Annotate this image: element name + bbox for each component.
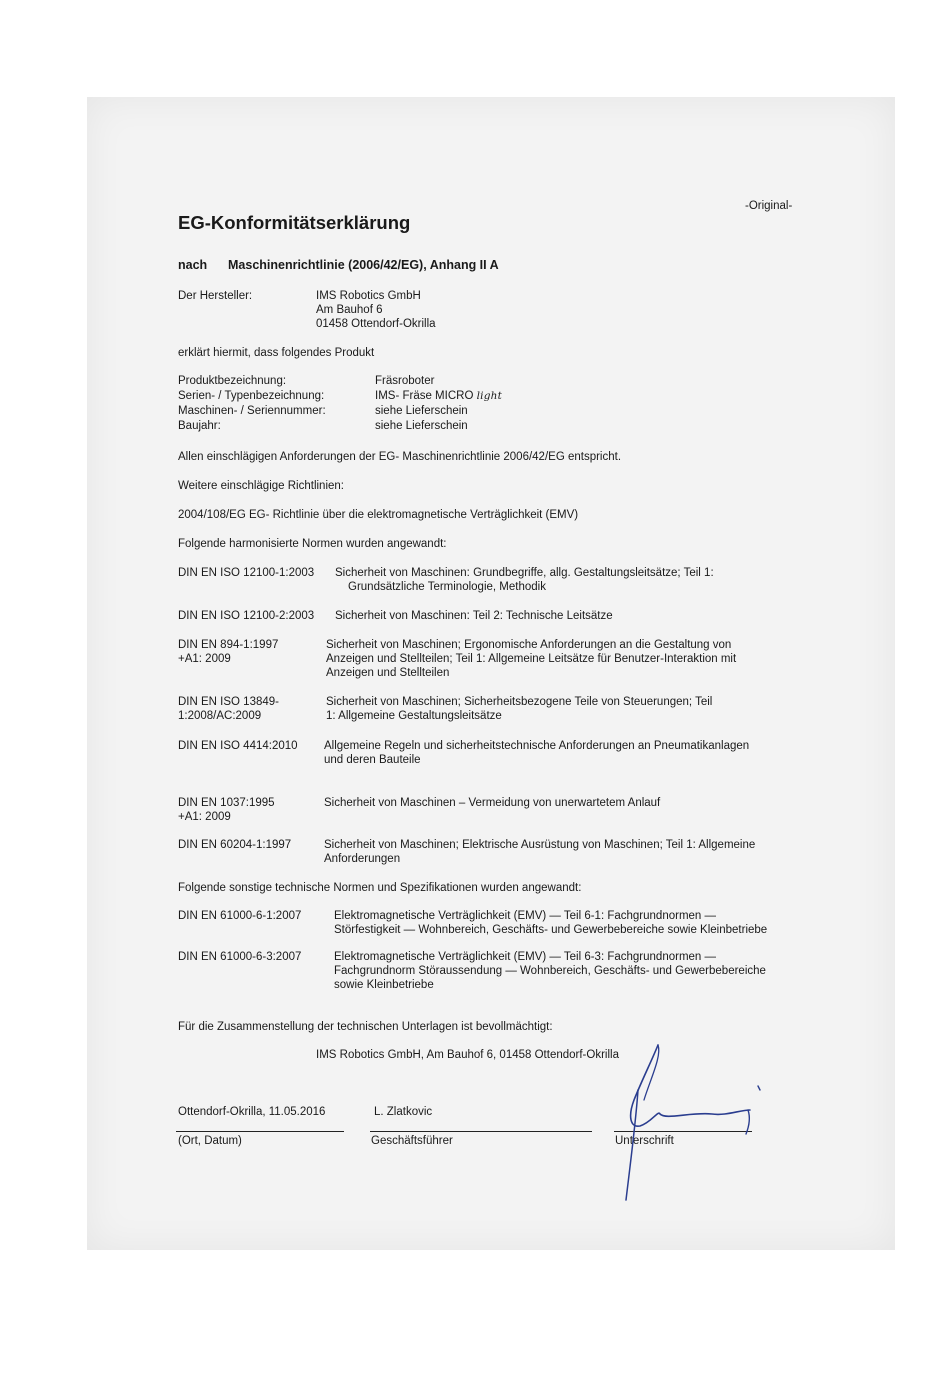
norm-code: DIN EN 61000-6-3:2007 [178, 951, 302, 963]
signer-name: L. Zlatkovic [374, 1106, 433, 1118]
serial-label: Maschinen- / Seriennummer: [178, 405, 326, 417]
norm-description: Grundsätzliche Terminologie, Methodik [348, 581, 546, 593]
place-date-line [176, 1131, 344, 1132]
norm-description: Sicherheit von Maschinen – Vermeidung von unerwartetem Anlauf [324, 797, 661, 809]
signer-line [370, 1131, 592, 1132]
manufacturer-street: Am Bauhof 6 [316, 304, 383, 316]
norm-description: 1: Allgemeine Gestaltungsleitsätze [326, 710, 502, 722]
norm-description: und deren Bauteile [324, 754, 421, 766]
norm-code-amendment: +A1: 2009 [178, 653, 231, 665]
product-value: Fräsroboter [375, 375, 435, 387]
type-label: Serien- / Typenbezeichnung: [178, 390, 325, 402]
type-value-main: IMS- Fräse MICRO [375, 390, 474, 402]
manufacturer-city: 01458 Ottendorf-Okrilla [316, 318, 436, 330]
norm-code: DIN EN 894-1:1997 [178, 639, 279, 651]
authorized-label: Für die Zusammenstellung der technischen Unterlagen ist bevollmächtigt: [178, 1021, 553, 1033]
authorized-representative: IMS Robotics GmbH, Am Bauhof 6, 01458 Ottendorf-Okrilla [316, 1049, 619, 1061]
emc-directive: 2004/108/EG EG- Richtlinie über die elektromagnetische Verträglichkeit (EMV) [178, 509, 579, 521]
norm-description: Anforderungen [324, 853, 401, 865]
norm-description: Allgemeine Regeln und sicherheitstechnische Anforderungen an Pneumatikanlagen [324, 740, 750, 752]
original-mark: -Original- [745, 200, 793, 212]
manufacturer-name: IMS Robotics GmbH [316, 290, 421, 302]
harmonized-norms-label: Folgende harmonisierte Normen wurden angewandt: [178, 538, 447, 550]
norm-code: DIN EN 60204-1:1997 [178, 839, 292, 851]
norm-description: Anzeigen und Stellteilen [326, 667, 450, 679]
further-directives-label: Weitere einschlägige Richtlinien: [178, 480, 344, 492]
norm-code: DIN EN ISO 12100-1:2003 [178, 567, 315, 579]
norm-code: DIN EN ISO 12100-2:2003 [178, 610, 315, 622]
declaration-statement: erklärt hiermit, dass folgendes Produkt [178, 347, 375, 359]
signer-caption: Geschäftsführer [371, 1135, 453, 1147]
norm-description: Sicherheit von Maschinen: Grundbegriffe, allg. Gestaltungsleitsätze; Teil 1: [335, 567, 714, 579]
product-label: Produktbezeichnung: [178, 375, 287, 387]
norm-code-amendment: +A1: 2009 [178, 811, 231, 823]
serial-value: siehe Lieferschein [375, 405, 468, 417]
handwritten-signature [600, 1040, 780, 1210]
place-date: Ottendorf-Okrilla, 11.05.2016 [178, 1106, 326, 1118]
norm-code: DIN EN 61000-6-1:2007 [178, 910, 302, 922]
norm-code: DIN EN ISO 4414:2010 [178, 740, 298, 752]
norm-description: Störfestigkeit — Wohnbereich, Geschäfts- und Gewerbebereiche sowie Kleinbetriebe [334, 924, 768, 936]
year-label: Baujahr: [178, 420, 221, 432]
other-norms-label: Folgende sonstige technische Normen und Spezifikationen wurden angewandt: [178, 882, 582, 894]
compliance-statement: Allen einschlägigen Anforderungen der EG- Maschinenrichtlinie 2006/42/EG entspricht. [178, 451, 622, 463]
norm-description: Anzeigen und Stellteilen; Teil 1: Allgemeine Leitsätze für Benutzer-Interaktion mit [326, 653, 737, 665]
norm-description: Sicherheit von Maschinen; Ergonomische Anforderungen an die Gestaltung von [326, 639, 732, 651]
norm-code-amendment: 1:2008/AC:2009 [178, 710, 262, 722]
directive-reference: Maschinenrichtlinie (2006/42/EG), Anhang II A [228, 258, 499, 272]
signature-caption: Unterschrift [615, 1135, 674, 1147]
nach-label: nach [178, 258, 208, 272]
type-value-suffix: light [476, 390, 503, 402]
norm-code: DIN EN ISO 13849- [178, 696, 279, 708]
norm-description: Elektromagnetische Verträglichkeit (EMV) — Teil 6-3: Fachgrundnormen — [334, 951, 717, 963]
norm-description: sowie Kleinbetriebe [334, 979, 434, 991]
norm-description: Fachgrundnorm Störaussendung — Wohnbereich, Geschäfts- und Gewerbebereiche [334, 965, 766, 977]
year-value: siehe Lieferschein [375, 420, 468, 432]
norm-description: Sicherheit von Maschinen: Teil 2: Technische Leitsätze [335, 610, 613, 622]
norm-description: Sicherheit von Maschinen; Elektrische Ausrüstung von Maschinen; Teil 1: Allgemeine [324, 839, 756, 851]
type-value [375, 389, 502, 404]
norm-code: DIN EN 1037:1995 [178, 797, 275, 809]
place-date-caption: (Ort, Datum) [178, 1135, 242, 1147]
norm-description: Elektromagnetische Verträglichkeit (EMV) — Teil 6-1: Fachgrundnormen — [334, 910, 717, 922]
document-title: EG-Konformitätserklärung [178, 212, 411, 233]
manufacturer-label: Der Hersteller: [178, 290, 253, 302]
norm-description: Sicherheit von Maschinen; Sicherheitsbezogene Teile von Steuerungen; Teil [326, 696, 713, 708]
